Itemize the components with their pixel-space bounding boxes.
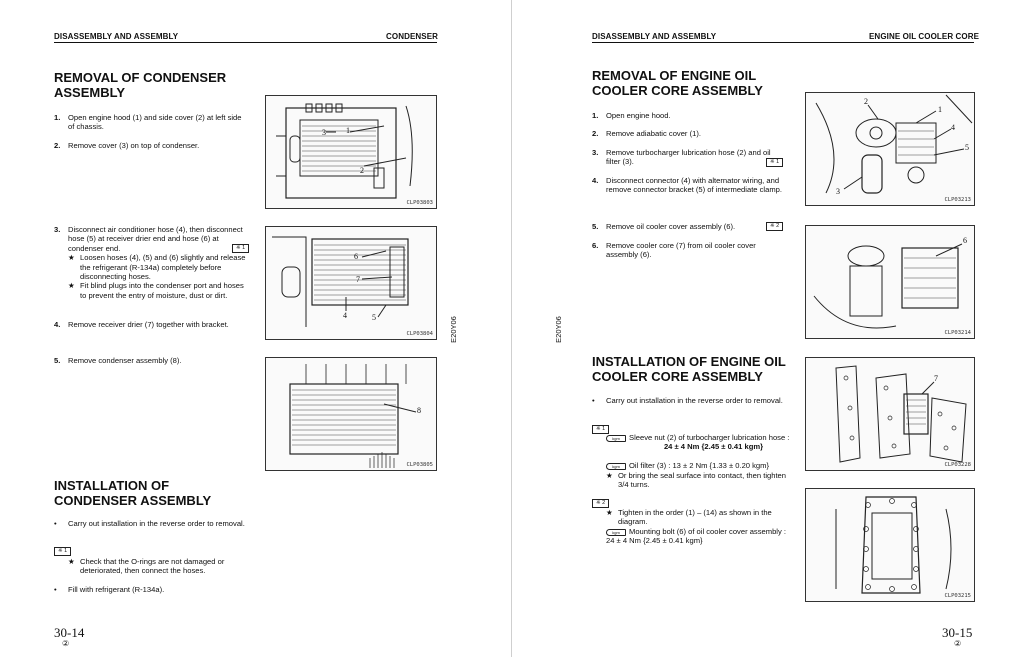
fig1-callout-2: 2: [360, 166, 364, 175]
right-revision-mark: ②: [954, 639, 962, 648]
step-5-tag: ※ 2: [766, 222, 783, 231]
step-4: 4. Remove receiver drier (7) together with bracket.: [54, 320, 229, 329]
fig1-callout-2: 2: [864, 97, 868, 106]
fig2-callout-4: 4: [343, 311, 347, 320]
fig1-callout-1: 1: [938, 105, 942, 114]
step-6: 6. Remove cooler core (7) from oil cooler cover assembly (6).: [592, 241, 756, 260]
oil-cooler-figure-2: [805, 225, 975, 339]
fig1-code: CLP03803: [406, 200, 433, 206]
fig1-code: CLP03213: [944, 197, 971, 203]
condenser-drawing-3: [266, 358, 438, 472]
removal-title: REMOVAL OF CONDENSER ASSEMBLY: [54, 70, 227, 100]
fig1-callout-5: 5: [965, 143, 969, 152]
step-4: 4. Disconnect connector (4) with alternator wiring, and remove connector bracket (5) of intermediate clamp.: [592, 176, 782, 195]
step-2: 2. Remove adiabatic cover (1).: [592, 129, 701, 138]
engine-drawing-1: [806, 93, 976, 207]
fig2-callout-6: 6: [963, 236, 967, 245]
fig3-callout-7: 7: [934, 374, 938, 383]
condenser-figure-1: [265, 95, 437, 209]
step-3-note-2: ★ Fit blind plugs into the condenser port and hoses to prevent the entry of moisture, dust or dirt.: [68, 281, 244, 300]
fig2-code: CLP03804: [406, 331, 433, 337]
oil-cooler-figure-1: [805, 92, 975, 206]
installation-title: INSTALLATION OF ENGINE OIL COOLER CORE ASSEMBLY: [592, 354, 786, 384]
right-side-code: E20Y06: [553, 316, 563, 343]
left-header-section: DISASSEMBLY AND ASSEMBLY: [54, 32, 179, 41]
step-2: 2. Remove cover (3) on top of condenser.: [54, 141, 200, 150]
install-tag: ※ 1: [54, 547, 71, 556]
fig2-code: CLP03214: [944, 330, 971, 336]
oil-cooler-figure-3: [805, 357, 975, 471]
tighten-note: ★ Tighten in the order (1) – (14) as shown in the diagram.: [606, 508, 772, 527]
right-page: [512, 0, 1024, 657]
fig3-callout-8: 8: [417, 406, 421, 415]
removal-title: REMOVAL OF ENGINE OIL COOLER CORE ASSEMBLY: [592, 68, 763, 98]
header-rule: [54, 42, 437, 43]
step-5: 5. Remove condenser assembly (8).: [54, 356, 182, 365]
fig1-callout-3: 3: [836, 187, 840, 196]
torque-wrench-icon: kgm: [606, 463, 626, 470]
step-5: 5. Remove oil cooler cover assembly (6).: [592, 222, 736, 231]
fig3-code: CLP03805: [406, 462, 433, 468]
left-page-number: 30-14: [54, 625, 85, 640]
install-bullet-1: • Carry out installation in the reverse order to removal.: [54, 519, 245, 528]
fig2-callout-5: 5: [372, 313, 376, 322]
fig1-callout-3: 3: [322, 128, 326, 137]
oil-cooler-figure-4: [805, 488, 975, 602]
header-rule: [592, 42, 974, 43]
right-page-number: 30-15: [942, 625, 973, 640]
install-bullet: • Carry out installation in the reverse order to removal.: [592, 396, 783, 405]
oil-filter-spec: kgm Oil filter (3) : 13 ± 2 Nm {1.33 ± 0.20 kgm}: [606, 461, 796, 470]
left-revision-mark: ②: [62, 639, 70, 648]
install-tag-1: ※ 1: [592, 425, 609, 434]
seal-note: ★ Or bring the seal surface into contact, then tighten 3/4 turns.: [606, 471, 787, 490]
step-3-tag: ※ 1: [766, 158, 783, 167]
step-3-note-1: ★ Loosen hoses (4), (5) and (6) slightly and release the refrigerant (R-134a) completely before disconnecting hoses.: [68, 253, 246, 282]
step-3: 3. Disconnect air conditioner hose (4), then disconnect hose (5) at receiver drier end and hose (6) at condenser end. ★ Loosen hoses (4), (5) and (6) slightly and release the refrigerant (R-134a) completely before disconnecting hoses. ★ Fit blind plugs into the condenser port and hoses to prevent the entry of moisture, dust or dirt.: [54, 225, 248, 300]
engine-drawing-2: [806, 226, 976, 340]
left-header-topic: CONDENSER: [386, 32, 439, 41]
install-tag-2: ※ 2: [592, 499, 609, 508]
fig1-callout-4: 4: [951, 123, 955, 132]
condenser-drawing-1: [266, 96, 438, 210]
fig2-callout-7: 7: [356, 275, 360, 284]
torque-wrench-icon: kgm: [606, 529, 626, 536]
fig3-code: CLP03228: [944, 462, 971, 468]
step-1: 1. Open engine hood.: [592, 111, 671, 120]
installation-title: INSTALLATION OF CONDENSER ASSEMBLY: [54, 478, 212, 508]
condenser-figure-2: [265, 226, 437, 340]
step-1: 1. Open engine hood (1) and side cover (2) at left side of chassis.: [54, 113, 242, 132]
condenser-drawing-2: [266, 227, 438, 341]
fig4-code: CLP03215: [944, 593, 971, 599]
torque-wrench-icon: kgm: [606, 435, 626, 442]
install-note: ★ Check that the O-rings are not damaged or deteriorated, then connect the hoses.: [68, 557, 225, 576]
install-bullet-2: • Fill with refrigerant (R-134a).: [54, 585, 165, 594]
fig1-callout-1: 1: [346, 126, 350, 135]
left-side-code: E20Y06: [448, 316, 458, 343]
sleeve-nut-spec: kgm Sleeve nut (2) of turbocharger lubrication hose : 24 ± 4 Nm {2.45 ± 0.41 kgm}: [606, 433, 791, 452]
condenser-figure-3: [265, 357, 437, 471]
tightening-order-diagram: [806, 489, 976, 603]
fig2-callout-6: 6: [354, 252, 358, 261]
cooler-core-exploded-view: [806, 358, 976, 472]
right-header-topic: ENGINE OIL COOLER CORE: [869, 32, 980, 41]
step-3: 3. Remove turbocharger lubrication hose (2) and oil filter (3).: [592, 148, 771, 167]
step-3-tag: ※ 1: [232, 244, 249, 253]
mounting-bolt-spec: kgm Mounting bolt (6) of oil cooler cover assembly : 24 ± 4 Nm {2.45 ± 0.41 kgm}: [606, 527, 787, 546]
right-header-section: DISASSEMBLY AND ASSEMBLY: [592, 32, 717, 41]
